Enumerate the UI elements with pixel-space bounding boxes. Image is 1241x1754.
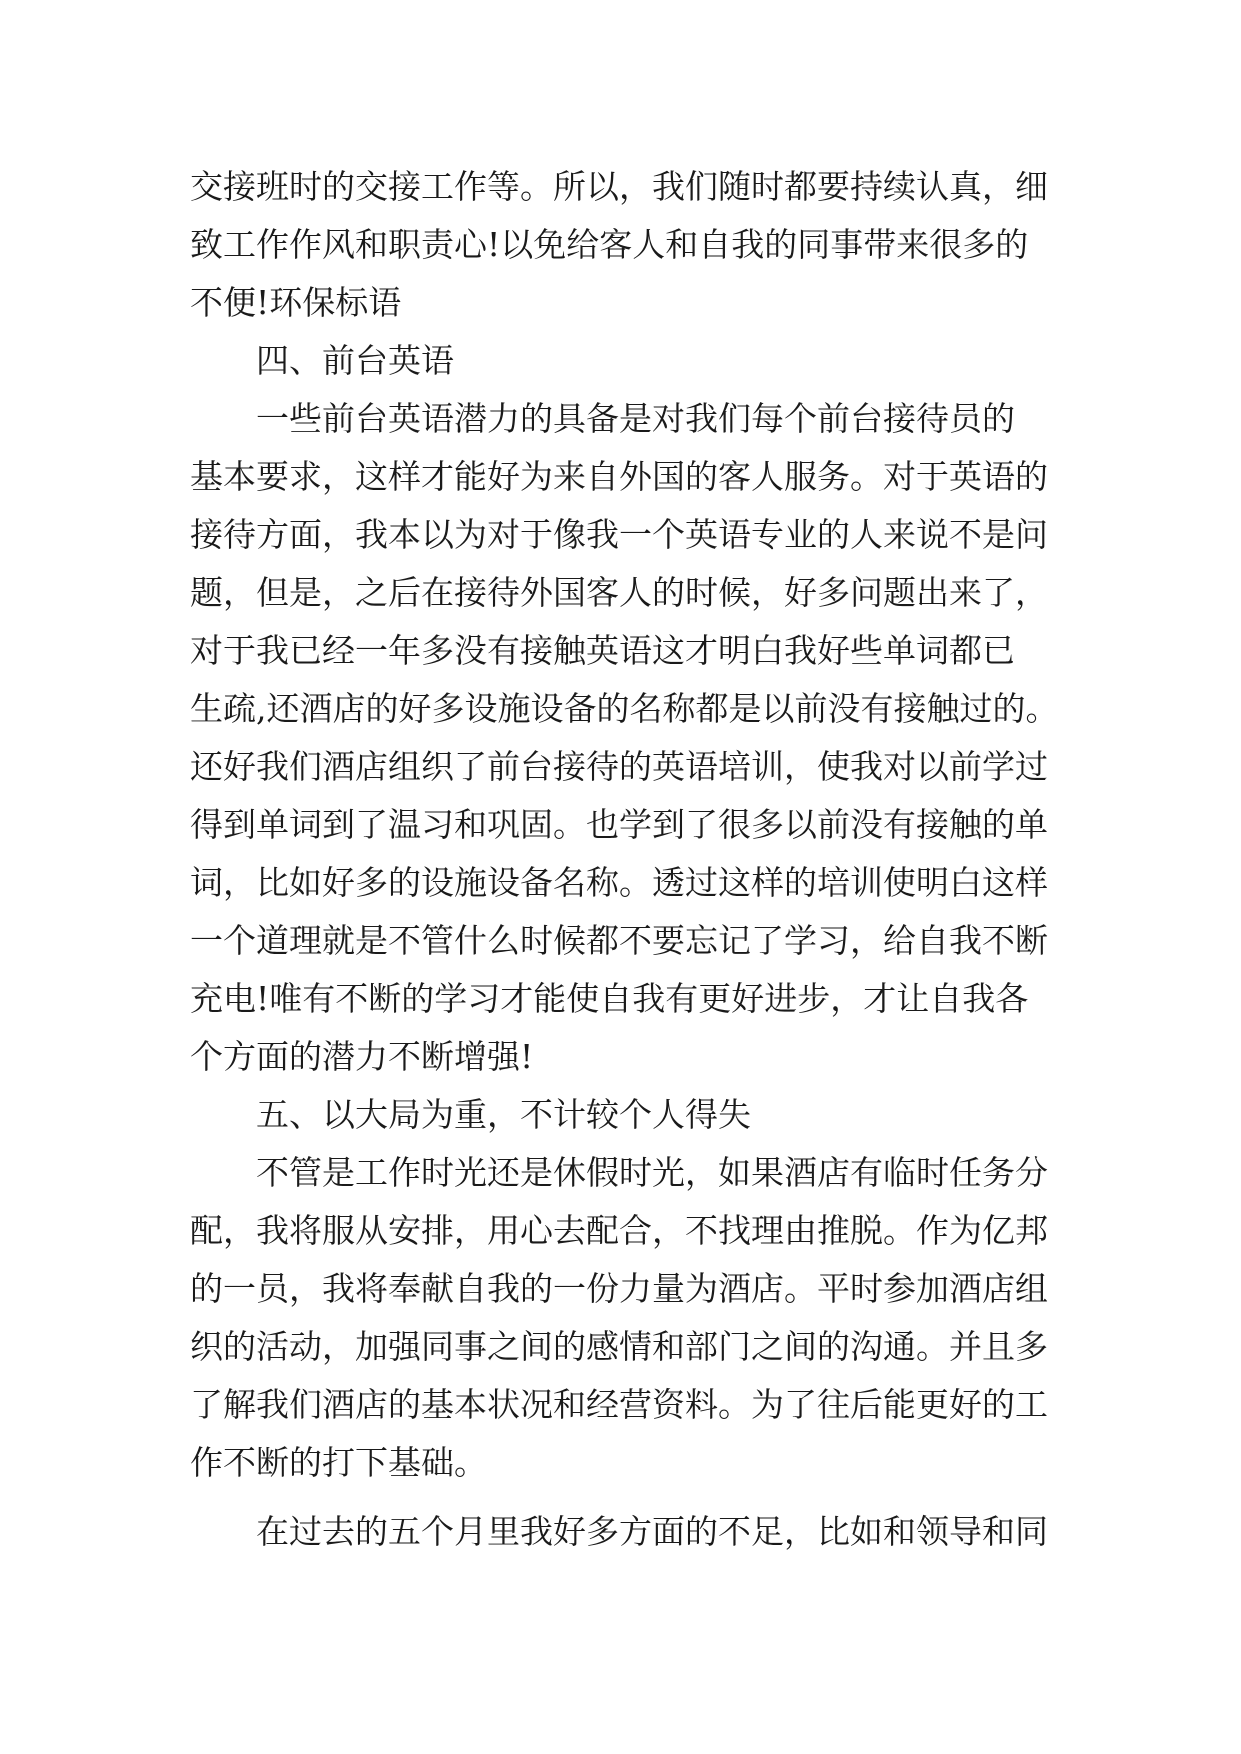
text-line: 还好我们酒店组织了前台接待的英语培训，使我对以前学过 (190, 747, 1048, 786)
text-line: 的一员，我将奉献自我的一份力量为酒店。平时参加酒店组 (190, 1269, 1048, 1308)
text-line: 致工作作风和职责心!以免给客人和自我的同事带来很多的 (190, 225, 1029, 264)
text-line: 个方面的潜力不断增强! (190, 1037, 534, 1076)
text-line: 词，比如好多的设施设备名称。透过这样的培训使明白这样 (190, 863, 1048, 902)
text-line: 交接班时的交接工作等。所以，我们随时都要持续认真，细 (190, 167, 1048, 206)
text-line: 作不断的打下基础。 (190, 1443, 487, 1482)
text-line: 一些前台英语潜力的具备是对我们每个前台接待员的 (256, 399, 1015, 438)
section-heading: 四、前台英语 (256, 341, 454, 380)
text-line: 充电!唯有不断的学习才能使自我有更好进步，才让自我各 (190, 979, 1029, 1018)
text-line: 对于我已经一年多没有接触英语这才明白我好些单词都已 (190, 631, 1015, 670)
text-line: 接待方面，我本以为对于像我一个英语专业的人来说不是问 (190, 515, 1048, 554)
text-line: 在过去的五个月里我好多方面的不足，比如和领导和同 (256, 1512, 1048, 1551)
text-line: 一个道理就是不管什么时候都不要忘记了学习，给自我不断 (190, 921, 1048, 960)
text-line: 生疏,还酒店的好多设施设备的名称都是以前没有接触过的。 (190, 689, 1059, 728)
text-line: 不管是工作时光还是休假时光，如果酒店有临时任务分 (256, 1153, 1048, 1192)
section-heading: 五、以大局为重，不计较个人得失 (256, 1095, 751, 1134)
text-line: 配，我将服从安排，用心去配合，不找理由推脱。作为亿邦 (190, 1211, 1048, 1250)
text-line: 了解我们酒店的基本状况和经营资料。为了往后能更好的工 (190, 1385, 1048, 1424)
text-line: 织的活动，加强同事之间的感情和部门之间的沟通。并且多 (190, 1327, 1048, 1366)
text-line: 基本要求，这样才能好为来自外国的客人服务。对于英语的 (190, 457, 1048, 496)
text-line: 题，但是，之后在接待外国客人的时候，好多问题出来了， (190, 573, 1048, 612)
text-line: 得到单词到了温习和巩固。也学到了很多以前没有接触的单 (190, 805, 1048, 844)
text-line: 不便!环保标语 (190, 283, 402, 322)
